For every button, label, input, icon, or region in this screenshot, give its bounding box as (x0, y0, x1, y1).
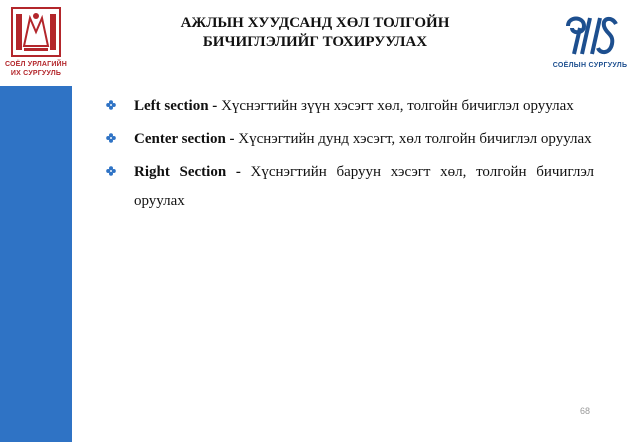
bullet-text (134, 125, 594, 154)
title-line2: БИЧИГЛЭЛИЙГ ТОХИРУУЛАХ (202, 34, 428, 50)
bullet-text (134, 92, 594, 121)
bullet-text (134, 158, 594, 216)
bullet-term: Left section - (134, 98, 218, 114)
school-logo (548, 12, 632, 74)
diamond-bullet-icon (106, 133, 116, 143)
school-name: СОЁЛЫН СУРГУУЛЬ (552, 62, 628, 69)
diamond-bullet-icon (106, 100, 116, 110)
university-emblem-icon (10, 6, 62, 58)
bullet-term: Center section - (134, 131, 235, 147)
list-item (104, 158, 594, 216)
bullet-description: Хүснэгтийн баруун хэсэгт хөл, толгойн бичиглэл оруулах (134, 164, 594, 209)
page-number: 68 (579, 406, 590, 416)
school-monogram-icon (562, 12, 620, 58)
bullet-description: Хүснэгтийн зүүн хэсэгт хөл, толгойн бичиглэл оруулах (217, 98, 574, 114)
list-item (104, 125, 594, 154)
bullet-description: Хүснэгтийн дунд хэсэгт, хөл толгойн бичиглэл оруулах (234, 131, 592, 147)
university-name-line1: СОЁЛ УРЛАГИЙН (4, 61, 68, 68)
diamond-bullet-icon (106, 166, 116, 176)
page-title (160, 14, 470, 52)
university-logo (0, 0, 72, 86)
bullet-list (104, 92, 594, 220)
title-line1: АЖЛЫН ХУУДСАНД ХӨЛ ТОЛГОЙН (180, 15, 450, 31)
list-item (104, 92, 594, 121)
bullet-term: Right Section - (134, 164, 241, 180)
university-name-line2: ИХ СУРГУУЛЬ (10, 70, 62, 77)
